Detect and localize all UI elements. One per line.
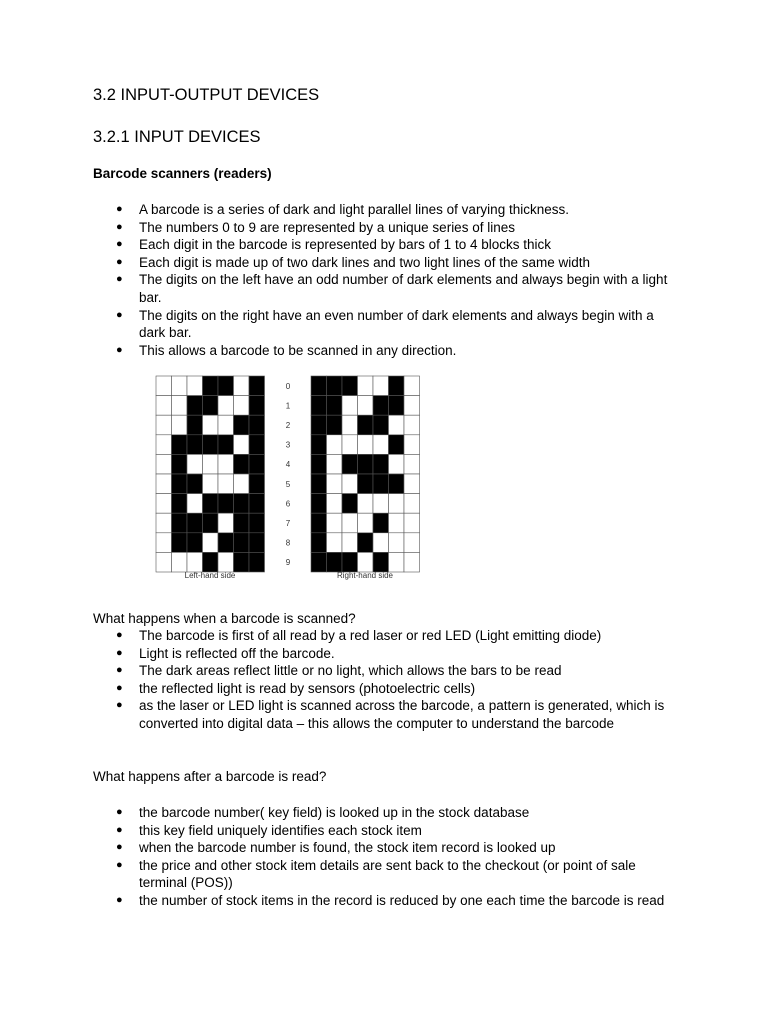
dark-module bbox=[249, 376, 265, 396]
question-after-barcode-read: What happens after a barcode is read? bbox=[93, 769, 327, 784]
dark-module bbox=[187, 396, 203, 416]
left-pattern-row-6 bbox=[156, 494, 265, 514]
digit-label-2: 2 bbox=[285, 421, 291, 430]
bullet-icon: ● bbox=[116, 664, 123, 677]
light-module bbox=[187, 376, 203, 396]
dark-module bbox=[172, 494, 188, 514]
light-module bbox=[389, 454, 405, 474]
dark-module bbox=[249, 415, 265, 435]
dark-module bbox=[311, 396, 327, 416]
dark-module bbox=[218, 533, 234, 553]
light-module bbox=[218, 513, 234, 533]
light-module bbox=[172, 396, 188, 416]
light-module bbox=[234, 435, 250, 455]
list-item bbox=[93, 201, 683, 219]
right-pattern-row-7 bbox=[311, 513, 420, 533]
list-item bbox=[93, 839, 683, 857]
right-pattern-row-1 bbox=[311, 396, 420, 416]
dark-module bbox=[311, 415, 327, 435]
list-item-text: the price and other stock item details are sent back to the checkout (or point of sale terminal (POS)) bbox=[139, 857, 636, 891]
light-module bbox=[218, 396, 234, 416]
dark-module bbox=[203, 494, 219, 514]
light-module bbox=[373, 533, 389, 553]
dark-module bbox=[187, 533, 203, 553]
dark-module bbox=[234, 415, 250, 435]
dark-module bbox=[249, 396, 265, 416]
light-module bbox=[373, 494, 389, 514]
light-module bbox=[342, 474, 358, 494]
digit-label-1: 1 bbox=[285, 401, 291, 411]
list-item-text: The digits on the left have an odd number of dark elements and always begin with a light bar. bbox=[139, 272, 668, 305]
light-module bbox=[234, 376, 250, 396]
left-pattern-row-2 bbox=[156, 415, 265, 435]
light-module bbox=[404, 435, 420, 455]
light-module bbox=[404, 415, 420, 435]
dark-module bbox=[342, 376, 358, 396]
light-module bbox=[218, 415, 234, 435]
light-module bbox=[218, 474, 234, 494]
dark-module bbox=[389, 474, 405, 494]
dark-module bbox=[187, 474, 203, 494]
light-module bbox=[203, 454, 219, 474]
dark-module bbox=[311, 454, 327, 474]
light-module bbox=[156, 376, 172, 396]
light-module bbox=[389, 552, 405, 572]
after-read-steps-list bbox=[93, 804, 683, 910]
list-item bbox=[93, 645, 683, 663]
light-module bbox=[404, 454, 420, 474]
light-module bbox=[327, 494, 343, 514]
light-module bbox=[358, 552, 374, 572]
list-item-text: when the barcode number is found, the stock item record is looked up bbox=[139, 840, 556, 856]
light-module bbox=[358, 376, 374, 396]
digit-label-5: 5 bbox=[285, 479, 291, 489]
bullet-icon: ● bbox=[116, 273, 123, 286]
dark-module bbox=[373, 513, 389, 533]
left-pattern-row-4 bbox=[156, 454, 265, 474]
bullet-icon: ● bbox=[116, 699, 123, 712]
bullet-icon: ● bbox=[116, 806, 123, 818]
scanning-steps-list bbox=[93, 627, 683, 733]
list-item bbox=[93, 236, 683, 254]
left-pattern-row-5 bbox=[156, 474, 265, 494]
dark-module bbox=[311, 474, 327, 494]
dark-module bbox=[218, 435, 234, 455]
right-pattern-row-4 bbox=[311, 454, 420, 474]
light-module bbox=[373, 435, 389, 455]
section-title-barcode-scanners: Barcode scanners (readers) bbox=[93, 166, 272, 181]
digit-label-6: 6 bbox=[285, 499, 291, 509]
light-module bbox=[358, 494, 374, 514]
right-hand-patterns-grid bbox=[311, 376, 420, 572]
dark-module bbox=[249, 474, 265, 494]
left-pattern-row-8 bbox=[156, 533, 265, 553]
left-pattern-row-3 bbox=[156, 435, 265, 455]
light-module bbox=[156, 533, 172, 553]
dark-module bbox=[389, 376, 405, 396]
light-module bbox=[358, 396, 374, 416]
list-item bbox=[93, 271, 683, 306]
light-module bbox=[404, 513, 420, 533]
list-item-text: Light is reflected off the barcode. bbox=[139, 645, 335, 661]
light-module bbox=[218, 454, 234, 474]
digit-labels bbox=[286, 382, 291, 567]
list-item-text: The dark areas reflect little or no light, which allows the bars to be read bbox=[139, 663, 562, 679]
bullet-icon: ● bbox=[116, 893, 123, 906]
light-module bbox=[404, 494, 420, 514]
light-module bbox=[172, 415, 188, 435]
right-pattern-row-3 bbox=[311, 435, 420, 455]
list-item bbox=[93, 892, 683, 910]
dark-module bbox=[389, 435, 405, 455]
list-item-text: The numbers 0 to 9 are represented by a unique series of lines bbox=[139, 219, 515, 235]
dark-module bbox=[203, 435, 219, 455]
light-module bbox=[358, 435, 374, 455]
right-pattern-row-6 bbox=[311, 494, 420, 514]
dark-module bbox=[234, 513, 250, 533]
dark-module bbox=[234, 533, 250, 553]
dark-module bbox=[172, 435, 188, 455]
dark-module bbox=[373, 454, 389, 474]
list-item-text: this key field uniquely identifies each stock item bbox=[139, 822, 422, 838]
light-module bbox=[234, 474, 250, 494]
bullet-icon: ● bbox=[116, 858, 123, 871]
dark-module bbox=[327, 396, 343, 416]
light-module bbox=[342, 435, 358, 455]
digit-label-4: 4 bbox=[285, 460, 291, 470]
bullet-icon: ● bbox=[116, 220, 123, 233]
dark-module bbox=[373, 396, 389, 416]
light-module bbox=[342, 513, 358, 533]
left-hand-side-caption: Left-hand side bbox=[184, 571, 236, 580]
dark-module bbox=[249, 513, 265, 533]
light-module bbox=[156, 494, 172, 514]
light-module bbox=[156, 513, 172, 533]
dark-module bbox=[234, 552, 250, 572]
bullet-icon: ● bbox=[116, 255, 123, 268]
right-pattern-row-0 bbox=[311, 376, 420, 396]
list-item-text: the reflected light is read by sensors (photoelectric cells) bbox=[139, 680, 476, 696]
list-item bbox=[93, 254, 683, 272]
barcode-facts-list bbox=[93, 201, 683, 359]
digit-label-3: 3 bbox=[285, 440, 291, 450]
dark-module bbox=[373, 552, 389, 572]
light-module bbox=[203, 415, 219, 435]
light-module bbox=[172, 552, 188, 572]
light-module bbox=[389, 494, 405, 514]
bullet-icon: ● bbox=[116, 203, 123, 215]
left-hand-patterns-grid bbox=[156, 376, 265, 572]
light-module bbox=[156, 396, 172, 416]
light-module bbox=[187, 454, 203, 474]
dark-module bbox=[311, 376, 327, 396]
list-item-text: Each digit is made up of two dark lines and two light lines of the same width bbox=[139, 254, 590, 270]
light-module bbox=[404, 533, 420, 553]
dark-module bbox=[249, 454, 265, 474]
dark-module bbox=[311, 552, 327, 572]
light-module bbox=[187, 552, 203, 572]
light-module bbox=[327, 533, 343, 553]
list-item bbox=[93, 804, 683, 822]
dark-module bbox=[203, 513, 219, 533]
left-pattern-row-1 bbox=[156, 396, 265, 416]
list-item-text: the barcode number( key field) is looked up in the stock database bbox=[139, 805, 530, 820]
light-module bbox=[358, 513, 374, 533]
dark-module bbox=[311, 513, 327, 533]
dark-module bbox=[358, 474, 374, 494]
light-module bbox=[373, 376, 389, 396]
dark-module bbox=[203, 552, 219, 572]
light-module bbox=[342, 533, 358, 553]
list-item bbox=[93, 342, 683, 360]
dark-module bbox=[172, 533, 188, 553]
bullet-icon: ● bbox=[116, 681, 123, 694]
list-item bbox=[93, 697, 683, 732]
light-module bbox=[156, 435, 172, 455]
heading-input-output-devices: 3.2 INPUT-OUTPUT DEVICES bbox=[93, 86, 320, 104]
right-pattern-row-8 bbox=[311, 533, 420, 553]
light-module bbox=[156, 552, 172, 572]
list-item-text: Each digit in the barcode is represented by bars of 1 to 4 blocks thick bbox=[139, 237, 551, 253]
dark-module bbox=[172, 454, 188, 474]
barcode-patterns-graphic bbox=[148, 366, 426, 586]
light-module bbox=[389, 513, 405, 533]
dark-module bbox=[342, 494, 358, 514]
dark-module bbox=[187, 435, 203, 455]
dark-module bbox=[234, 494, 250, 514]
light-module bbox=[404, 396, 420, 416]
heading-input-devices: 3.2.1 INPUT DEVICES bbox=[93, 128, 261, 146]
light-module bbox=[156, 454, 172, 474]
dark-module bbox=[249, 494, 265, 514]
dark-module bbox=[327, 415, 343, 435]
dark-module bbox=[249, 552, 265, 572]
light-module bbox=[327, 513, 343, 533]
bullet-icon: ● bbox=[116, 841, 123, 854]
light-module bbox=[218, 552, 234, 572]
barcode-digit-patterns-figure bbox=[148, 366, 426, 586]
dark-module bbox=[234, 454, 250, 474]
dark-module bbox=[358, 415, 374, 435]
dark-module bbox=[203, 396, 219, 416]
list-item-text: The barcode is first of all read by a red laser or red LED (Light emitting diode) bbox=[139, 628, 602, 643]
dark-module bbox=[172, 474, 188, 494]
bullet-icon: ● bbox=[116, 343, 123, 356]
light-module bbox=[172, 376, 188, 396]
list-item bbox=[93, 822, 683, 840]
left-pattern-row-9 bbox=[156, 552, 265, 572]
dark-module bbox=[172, 513, 188, 533]
right-pattern-row-2 bbox=[311, 415, 420, 435]
bullet-icon: ● bbox=[116, 823, 123, 836]
light-module bbox=[389, 533, 405, 553]
dark-module bbox=[311, 533, 327, 553]
dark-module bbox=[187, 415, 203, 435]
question-barcode-scanned: What happens when a barcode is scanned? bbox=[93, 611, 356, 626]
light-module bbox=[404, 376, 420, 396]
list-item-text: the number of stock items in the record is reduced by one each time the barcode is read bbox=[139, 892, 665, 908]
bullet-icon: ● bbox=[116, 238, 123, 251]
left-pattern-row-7 bbox=[156, 513, 265, 533]
dark-module bbox=[373, 474, 389, 494]
light-module bbox=[203, 533, 219, 553]
dark-module bbox=[327, 376, 343, 396]
list-item-text: The digits on the right have an even number of dark elements and always begin with a dark bar. bbox=[139, 307, 654, 341]
list-item bbox=[93, 219, 683, 237]
dark-module bbox=[373, 415, 389, 435]
dark-module bbox=[218, 494, 234, 514]
light-module bbox=[156, 474, 172, 494]
left-pattern-row-0 bbox=[156, 376, 265, 396]
dark-module bbox=[342, 552, 358, 572]
light-module bbox=[327, 454, 343, 474]
light-module bbox=[404, 474, 420, 494]
list-item bbox=[93, 680, 683, 698]
light-module bbox=[342, 396, 358, 416]
bullet-icon: ● bbox=[116, 646, 123, 659]
light-module bbox=[187, 494, 203, 514]
light-module bbox=[404, 552, 420, 572]
list-item bbox=[93, 662, 683, 680]
digit-label-7: 7 bbox=[285, 519, 291, 528]
dark-module bbox=[187, 513, 203, 533]
list-item bbox=[93, 627, 683, 645]
digit-label-9: 9 bbox=[285, 558, 291, 568]
dark-module bbox=[389, 396, 405, 416]
light-module bbox=[342, 415, 358, 435]
dark-module bbox=[342, 454, 358, 474]
bullet-icon: ● bbox=[116, 308, 123, 321]
dark-module bbox=[358, 533, 374, 553]
digit-label-8: 8 bbox=[285, 538, 291, 548]
light-module bbox=[389, 415, 405, 435]
list-item-text: This allows a barcode to be scanned in any direction. bbox=[139, 342, 457, 358]
dark-module bbox=[203, 376, 219, 396]
list-item bbox=[93, 857, 683, 892]
dark-module bbox=[249, 435, 265, 455]
digit-label-0: 0 bbox=[285, 381, 291, 391]
right-pattern-row-9 bbox=[311, 552, 420, 572]
dark-module bbox=[327, 552, 343, 572]
light-module bbox=[234, 396, 250, 416]
bullet-icon: ● bbox=[116, 629, 123, 641]
list-item-text: as the laser or LED light is scanned across the barcode, a pattern is generated, which is converted into digital data – this allows the computer to understand the barcode bbox=[139, 698, 665, 731]
light-module bbox=[203, 474, 219, 494]
dark-module bbox=[358, 454, 374, 474]
dark-module bbox=[311, 435, 327, 455]
list-item bbox=[93, 307, 683, 342]
dark-module bbox=[218, 376, 234, 396]
list-item-text: A barcode is a series of dark and light parallel lines of varying thickness. bbox=[139, 202, 569, 217]
dark-module bbox=[249, 533, 265, 553]
dark-module bbox=[311, 494, 327, 514]
light-module bbox=[327, 435, 343, 455]
right-hand-side-caption: Right-hand side bbox=[336, 571, 394, 580]
light-module bbox=[156, 415, 172, 435]
right-pattern-row-5 bbox=[311, 474, 420, 494]
light-module bbox=[327, 474, 343, 494]
